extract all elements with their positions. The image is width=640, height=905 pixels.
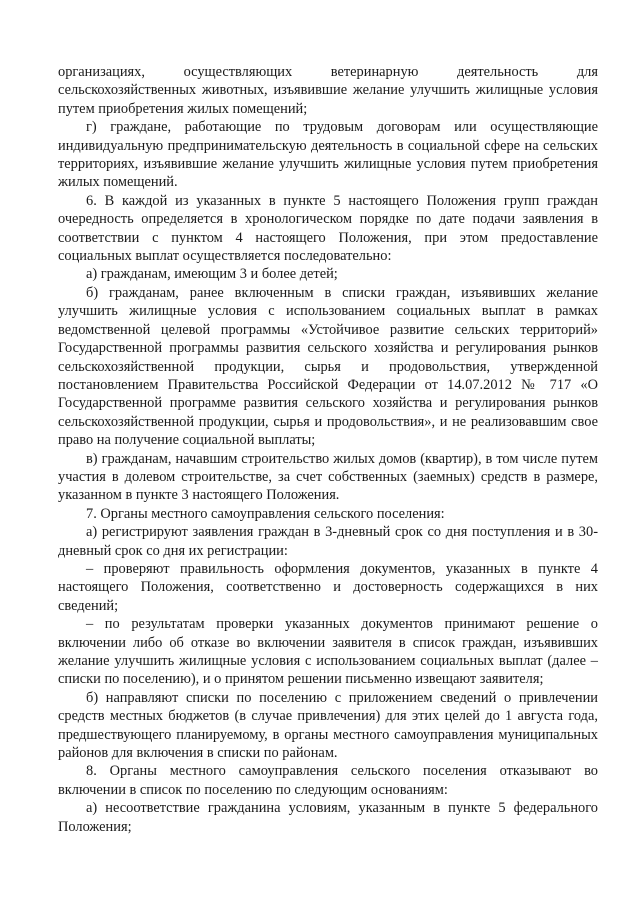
paragraph: – по результатам проверки указанных документов принимают решение о включении либо об отказе во включении заявителя в список граждан, изъявивших желание улучшить жилищные условия с использованием социальных выплат (далее – списки по поселению), и о принятом решении письменно извещают заявителя; xyxy=(58,616,598,688)
paragraph: а) регистрируют заявления граждан в 3-дневный срок со дня поступления и в 30-дневный срок со дня их регистрации: xyxy=(58,524,598,559)
paragraph: организациях, осуществляющих ветеринарную деятельность для сельскохозяйственных животных, изъявившие желание улучшить жилищные условия путем приобретения жилых помещений; xyxy=(58,64,598,117)
paragraph: 7. Органы местного самоуправления сельского поселения: xyxy=(86,505,445,522)
paragraph: б) гражданам, ранее включенным в списки граждан, изъявивших желание улучшить жилищные условия с использованием социальных выплат в рамках ведомственной целевой программы «Устойчивое развитие сельских территорий» Государственной программы развития сельского хозяйства и регулирования рынков сельскохозяйственной продукции, сырья и продовольствия, утвержденной постановлением Правительства Российской Федерации от 14.07.2012 № 717 «О Государственной программе развития сельского хозяйства и регулирования рынков сельскохозяйственной продукции, сырья и продовольствия», и не реализовавшим свое право на получение социальной выплаты; xyxy=(58,284,598,449)
paragraph: 6. В каждой из указанных в пункте 5 настоящего Положения групп граждан очередность определяется в хронологическом порядке по дате подачи заявления в соответствии с пунктом 4 настоящего Положения, при этом предоставление социальных выплат осуществляется последовательно: xyxy=(58,192,598,265)
paragraph: 8. Органы местного самоуправления сельского поселения отказывают во включении в список по поселению по следующим основаниям: xyxy=(58,763,598,798)
paragraph: б) направляют списки по поселению с приложением сведений о привлечении средств местных бюджетов (в случае привлечения) для этих целей до 1 августа года, предшествующего планируемому, в органы местного самоуправления муниципальных районов для включения в списки по районам. xyxy=(58,689,598,762)
paragraph: в) гражданам, начавшим строительство жилых домов (квартир), в том числе путем участия в долевом строительстве, за счет собственных (заемных) средств в размере, указанном в пункте 3 настоящего Положения. xyxy=(58,450,598,504)
document-page xyxy=(58,63,598,836)
paragraph: г) граждане, работающие по трудовым договорам или осуществляющие индивидуальную предпринимательскую деятельность в социальной сфере на сельских территориях, изъявившие желание улучшить жилищные условия путем приобретения жилых помещений. xyxy=(58,119,598,191)
paragraph: – проверяют правильность оформления документов, указанных в пункте 4 настоящего Положения, соответственно и достоверность содержащихся в них сведений; xyxy=(58,560,598,614)
paragraph: а) гражданам, имеющим 3 и более детей; xyxy=(86,266,338,283)
paragraph: а) несоответствие гражданина условиям, указанным в пункте 5 федерального Положения; xyxy=(58,800,598,835)
